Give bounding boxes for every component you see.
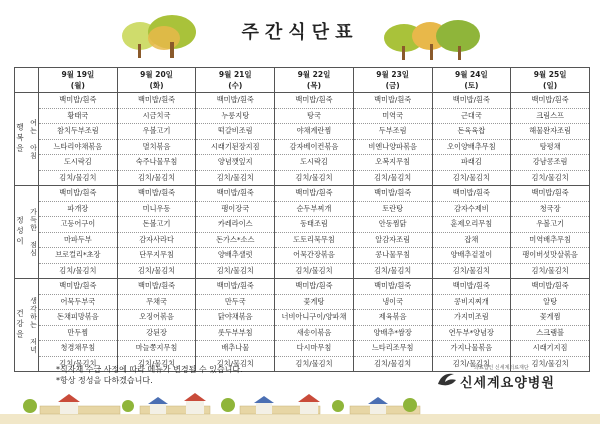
- menu-item: 감자베이컨볶음: [275, 140, 353, 156]
- menu-item: 우볼고기: [511, 217, 589, 233]
- menu-item: 꽃게찜: [511, 310, 589, 326]
- weekly-menu-table: [14, 67, 590, 372]
- menu-item: 황태국: [39, 109, 117, 125]
- menu-cell-lunch-fri: [353, 186, 432, 279]
- menu-item: 김치/물김치: [531, 172, 569, 182]
- menu-item: 감자수제비: [433, 202, 511, 218]
- menu-item: 콩비지찌개: [433, 295, 511, 311]
- menu-item: 마파두부: [39, 233, 117, 249]
- menu-item: 백미밥/흰죽: [118, 279, 196, 295]
- menu-item: 꽃게탕: [275, 295, 353, 311]
- note-line: *식자재 수급 사정에 따라 메뉴가 변경될 수 있습니다.: [56, 365, 243, 374]
- menu-item: 알탕: [511, 295, 589, 311]
- menu-item: 야채계란찜: [275, 124, 353, 140]
- menu-item: 백미밥/흰죽: [354, 93, 432, 109]
- menu-item: 강남콩조림: [511, 155, 589, 171]
- logo-name: 신세계요양병원: [460, 376, 555, 391]
- menu-item: 파개장: [39, 202, 117, 218]
- menu-item: 백미밥/흰죽: [118, 93, 196, 109]
- menu-item: 백미밥/흰죽: [275, 279, 353, 295]
- menu-item: 우볼고기: [118, 124, 196, 140]
- menu-item: 무채국: [118, 295, 196, 311]
- menu-cell-breakfast-tue: [117, 93, 196, 186]
- menu-item: 단무지무침: [118, 248, 196, 264]
- menu-item: 고등어구이: [39, 217, 117, 233]
- menu-item: 스크램블: [511, 326, 589, 342]
- menu-item: 돈가스*소스: [196, 233, 274, 249]
- menu-item: 강된장: [118, 326, 196, 342]
- menu-cell-dinner-sat: [432, 279, 511, 372]
- menu-item: 돈채피망볶음: [39, 310, 117, 326]
- menu-item: 두부조림: [354, 124, 432, 140]
- meal-row-dinner: [15, 279, 590, 372]
- menu-cell-lunch-sat: [432, 186, 511, 279]
- meal-label-sub: 생각하는 저녁: [29, 296, 38, 354]
- menu-item: 롯두부부침: [196, 326, 274, 342]
- menu-item: 오복지무침: [354, 155, 432, 171]
- menu-item: 백미밥/흰죽: [39, 279, 117, 295]
- menu-item: 미역국: [354, 109, 432, 125]
- menu-item: 백미밥/흰죽: [196, 186, 274, 202]
- day-header-wed: 9월 21일 (수): [196, 68, 275, 93]
- menu-item: 도시락김: [275, 155, 353, 171]
- menu-item: 김치/물김치: [295, 265, 333, 275]
- menu-item: 마늘쫑지무침: [118, 341, 196, 357]
- menu-item: 어묵간장볶음: [275, 248, 353, 264]
- menu-item: 동태조림: [275, 217, 353, 233]
- menu-item: 김치/물김치: [59, 265, 97, 275]
- menu-item: 오이양배추무침: [433, 140, 511, 156]
- meal-label-dinner: [15, 279, 39, 372]
- menu-item: 도토리묵무침: [275, 233, 353, 249]
- menu-item: 팽이버섯맛살볶음: [511, 248, 589, 264]
- menu-item: 김치/물김치: [452, 265, 490, 275]
- menu-cell-dinner-tue: [117, 279, 196, 372]
- menu-item: 김치/물김치: [452, 358, 490, 368]
- menu-cell-breakfast-wed: [196, 93, 275, 186]
- menu-item: 알감자조림: [354, 233, 432, 249]
- menu-item: 김치/물김치: [452, 172, 490, 182]
- menu-cell-breakfast-thu: [275, 93, 354, 186]
- menu-item: 백미밥/흰죽: [354, 279, 432, 295]
- menu-item: 다시마무침: [275, 341, 353, 357]
- day-header-tue: 9월 20일 (화): [117, 68, 196, 93]
- day-header-sat: 9월 24일 (토): [432, 68, 511, 93]
- menu-item: 청경채무침: [39, 341, 117, 357]
- menu-item: 배추나물: [196, 341, 274, 357]
- menu-cell-dinner-wed: [196, 279, 275, 372]
- meal-label-sub: 가득한 점심: [29, 207, 38, 257]
- menu-item: 김치/물김치: [374, 358, 412, 368]
- menu-item: 백미밥/흰죽: [354, 186, 432, 202]
- menu-item: 양념깻잎지: [196, 155, 274, 171]
- menu-item: 김치/물김치: [295, 172, 333, 182]
- meal-label-main: 건강을: [15, 309, 25, 341]
- menu-cell-dinner-fri: [353, 279, 432, 372]
- menu-cell-dinner-thu: [275, 279, 354, 372]
- menu-item: 양배추겉절이: [433, 248, 511, 264]
- menu-item: 양배추샐럿: [196, 248, 274, 264]
- menu-item: 김치/물김치: [216, 265, 254, 275]
- menu-item: 시래기지짐: [511, 341, 589, 357]
- menu-item: 닭야채볶음: [196, 310, 274, 326]
- menu-item: 김치/물김치: [374, 172, 412, 182]
- menu-cell-dinner-sun: [511, 279, 590, 372]
- menu-item: 양배추*쌈장: [354, 326, 432, 342]
- menu-item: 비엔나양파볶음: [354, 140, 432, 156]
- meal-label-main: 정성이: [15, 216, 25, 248]
- menu-item: 청국장: [511, 202, 589, 218]
- meal-label-lunch: [15, 186, 39, 279]
- menu-item: 감자사라다: [118, 233, 196, 249]
- menu-item: 만두국: [196, 295, 274, 311]
- meal-row-lunch: [15, 186, 590, 279]
- menu-item: 백미밥/흰죽: [433, 93, 511, 109]
- menu-item: 연두부*양념장: [433, 326, 511, 342]
- menu-item: 떡갈비조림: [196, 124, 274, 140]
- menu-item: 근대국: [433, 109, 511, 125]
- menu-item: 백미밥/흰죽: [39, 186, 117, 202]
- menu-item: 새송이볶음: [275, 326, 353, 342]
- menu-item: 참치두부조림: [39, 124, 117, 140]
- menu-item: 미역배추무침: [511, 233, 589, 249]
- menu-cell-lunch-thu: [275, 186, 354, 279]
- menu-item: 김치/물김치: [531, 358, 569, 368]
- menu-item: 팽이장국: [196, 202, 274, 218]
- menu-item: 백미밥/흰죽: [433, 186, 511, 202]
- menu-item: 김치/물김치: [137, 358, 176, 368]
- menu-cell-breakfast-sat: [432, 93, 511, 186]
- date-header-row: [15, 68, 590, 93]
- swirl-logo-icon: [436, 370, 458, 390]
- menu-item: 어묵두부국: [39, 295, 117, 311]
- page-title: 주간식단표: [241, 22, 359, 43]
- day-header-fri: 9월 23일 (금): [353, 68, 432, 93]
- corner-cell: [15, 68, 39, 93]
- menu-item: 탕국: [275, 109, 353, 125]
- menu-item: 백미밥/흰죽: [118, 186, 196, 202]
- menu-item: 훈제오리무침: [433, 217, 511, 233]
- menu-item: 가지나물볶음: [433, 341, 511, 357]
- menu-item: 콩나물무침: [354, 248, 432, 264]
- menu-item: 김치/물김치: [531, 265, 569, 275]
- menu-item: 만두찜: [39, 326, 117, 342]
- meal-label-main: 행복을: [15, 123, 25, 155]
- menu-item: 냉이국: [354, 295, 432, 311]
- day-header-thu: 9월 22일 (목): [275, 68, 354, 93]
- menu-item: 백미밥/흰죽: [39, 93, 117, 109]
- menu-item: 김치/물김치: [216, 358, 254, 368]
- menu-cell-breakfast-sun: [511, 93, 590, 186]
- menu-cell-lunch-wed: [196, 186, 275, 279]
- menu-cell-lunch-tue: [117, 186, 196, 279]
- menu-item: 백미밥/흰죽: [196, 93, 274, 109]
- logo-subtitle: 의료법인 신세계의료재단: [474, 365, 529, 371]
- day-header-sun: 9월 25일 (일): [511, 68, 590, 93]
- menu-item: 토란탕: [354, 202, 432, 218]
- menu-item: 가지미조림: [433, 310, 511, 326]
- menu-item: 백미밥/흰죽: [275, 93, 353, 109]
- menu-item: 백미밥/흰죽: [511, 279, 589, 295]
- menu-cell-lunch-sun: [511, 186, 590, 279]
- menu-item: 브로컬리*초장: [39, 248, 117, 264]
- menu-item: 백미밥/흰죽: [433, 279, 511, 295]
- menu-item: 시래기된장지짐: [196, 140, 274, 156]
- hospital-logo: [0, 364, 600, 392]
- menu-item: 멸치볶음: [118, 140, 196, 156]
- menu-item: 시금치국: [118, 109, 196, 125]
- menu-cell-dinner-mon: [39, 279, 118, 372]
- menu-cell-breakfast-fri: [353, 93, 432, 186]
- note-line: *항상 정성을 다하겠습니다.: [56, 376, 153, 385]
- menu-item: 너비아니구이/양파채: [275, 310, 353, 326]
- menu-item: 백미밥/흰죽: [511, 93, 589, 109]
- menu-item: 미니우동: [118, 202, 196, 218]
- menu-item: 카레라이스: [196, 217, 274, 233]
- menu-item: 순두부찌개: [275, 202, 353, 218]
- menu-item: 김치/물김치: [137, 172, 176, 182]
- menu-item: 김치/물김치: [216, 172, 254, 182]
- menu-item: 백미밥/흰죽: [511, 186, 589, 202]
- menu-item: 누룽지탕: [196, 109, 274, 125]
- menu-item: 김치/물김치: [59, 172, 97, 182]
- tree-left-icon: [120, 14, 200, 58]
- meal-row-breakfast: [15, 93, 590, 186]
- day-header-mon: 9월 19일 (월): [39, 68, 118, 93]
- menu-item: 김치/물김치: [374, 265, 412, 275]
- menu-item: 돈육육찹: [433, 124, 511, 140]
- tree-right-icon: [382, 16, 482, 60]
- menu-item: 잡채: [433, 233, 511, 249]
- menu-item: 느타리조무침: [354, 341, 432, 357]
- menu-cell-breakfast-mon: [39, 93, 118, 186]
- menu-cell-lunch-mon: [39, 186, 118, 279]
- menu-item: 오징어볶음: [118, 310, 196, 326]
- menu-item: 백미밥/흰죽: [275, 186, 353, 202]
- header: [0, 0, 600, 60]
- meal-label-sub: 여는 아침: [29, 118, 38, 160]
- menu-item: 숙주나물무침: [118, 155, 196, 171]
- menu-item: 크림스프: [511, 109, 589, 125]
- village-footer: [0, 392, 600, 424]
- menu-item: 안동찜닭: [354, 217, 432, 233]
- menu-item: 해물완자조림: [511, 124, 589, 140]
- menu-item: 도시락김: [39, 155, 117, 171]
- menu-item: 김치/물김치: [295, 358, 333, 368]
- menu-item: 파래김: [433, 155, 511, 171]
- menu-item: 돈볼고기: [118, 217, 196, 233]
- menu-item: 탕평채: [511, 140, 589, 156]
- menu-item: 김치/물김치: [59, 358, 97, 368]
- menu-item: 느타리야채볶음: [39, 140, 117, 156]
- menu-item: 제육볶음: [354, 310, 432, 326]
- menu-item: 백미밥/흰죽: [196, 279, 274, 295]
- meal-label-breakfast: [15, 93, 39, 186]
- menu-item: 김치/물김치: [137, 265, 176, 275]
